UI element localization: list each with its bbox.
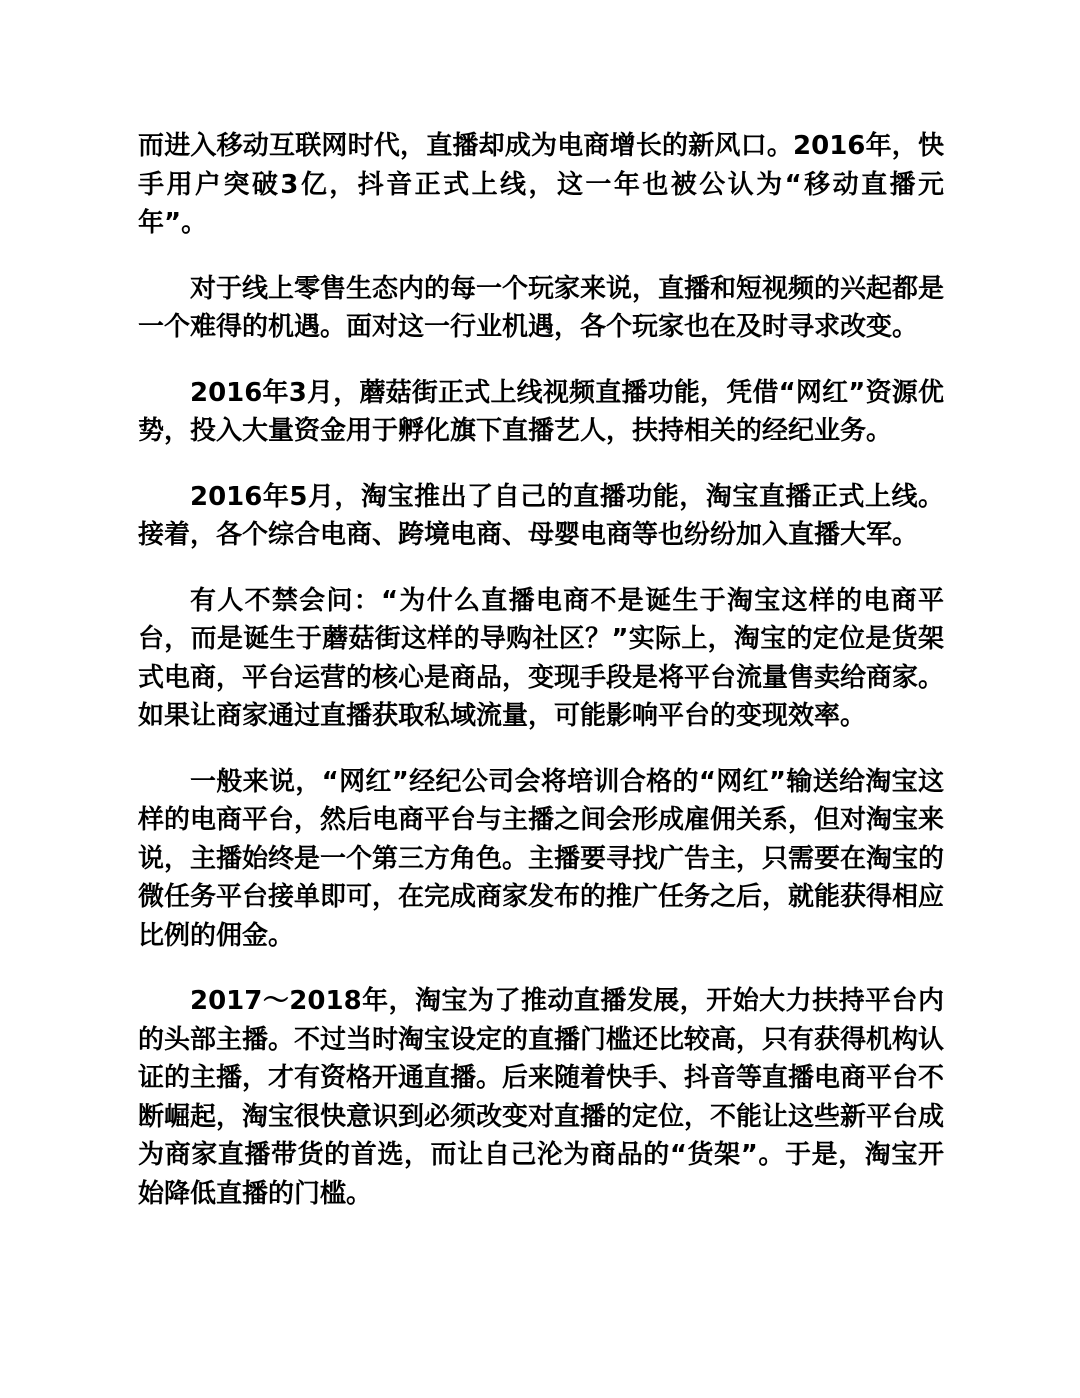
paragraph: 对于线上零售生态内的每一个玩家来说，直播和短视频的兴起都是一个难得的机遇。面对这一行业机遇，各个玩家也在及时寻求改变。 — [138, 273, 945, 342]
paragraph: 2016年5月，淘宝推出了自己的直播功能，淘宝直播正式上线。接着，各个综合电商、跨境电商、母婴电商等也纷纷加入直播大军。 — [138, 481, 944, 550]
paragraph: 有人不禁会问：“为什么直播电商不是诞生于淘宝这样的电商平台，而是诞生于蘑菇街这样的导购社区？”实际上，淘宝的定位是货架式电商，平台运营的核心是商品，变现手段是将平台流量售卖给商家。如果让商家通过直播获取私域流量，可能影响平台的变现效率。 — [138, 585, 945, 731]
paragraph: 一般来说，“网红”经纪公司会将培训合格的“网红”输送给淘宝这样的电商平台，然后电商平台与主播之间会形成雇佣关系，但对淘宝来说，主播始终是一个第三方角色。主播要寻找广告主，只需要在淘宝的微任务平台接单即可，在完成商家发布的推广任务之后，就能获得相应比例的佣金。 — [138, 766, 945, 951]
document-body — [138, 127, 944, 1240]
paragraph: 2016年3月，蘑菇街正式上线视频直播功能，凭借“网红”资源优势，投入大量资金用于孵化旗下直播艺人，扶持相关的经纪业务。 — [138, 377, 944, 446]
paragraph: 而进入移动互联网时代，直播却成为电商增长的新风口。2016年，快手用户突破3亿，抖音正式上线，这一年也被公认为“移动直播元年”。 — [138, 131, 944, 238]
paragraph: 2017～2018年，淘宝为了推动直播发展，开始大力扶持平台内的头部主播。不过当时淘宝设定的直播门槛还比较高，只有获得机构认证的主播，才有资格开通直播。后来随着快手、抖音等直播电商平台不断崛起，淘宝很快意识到必须改变对直播的定位，不能让这些新平台成为商家直播带货的首选，而让自己沦为商品的“货架”。于是，淘宝开始降低直播的门槛。 — [138, 986, 945, 1209]
